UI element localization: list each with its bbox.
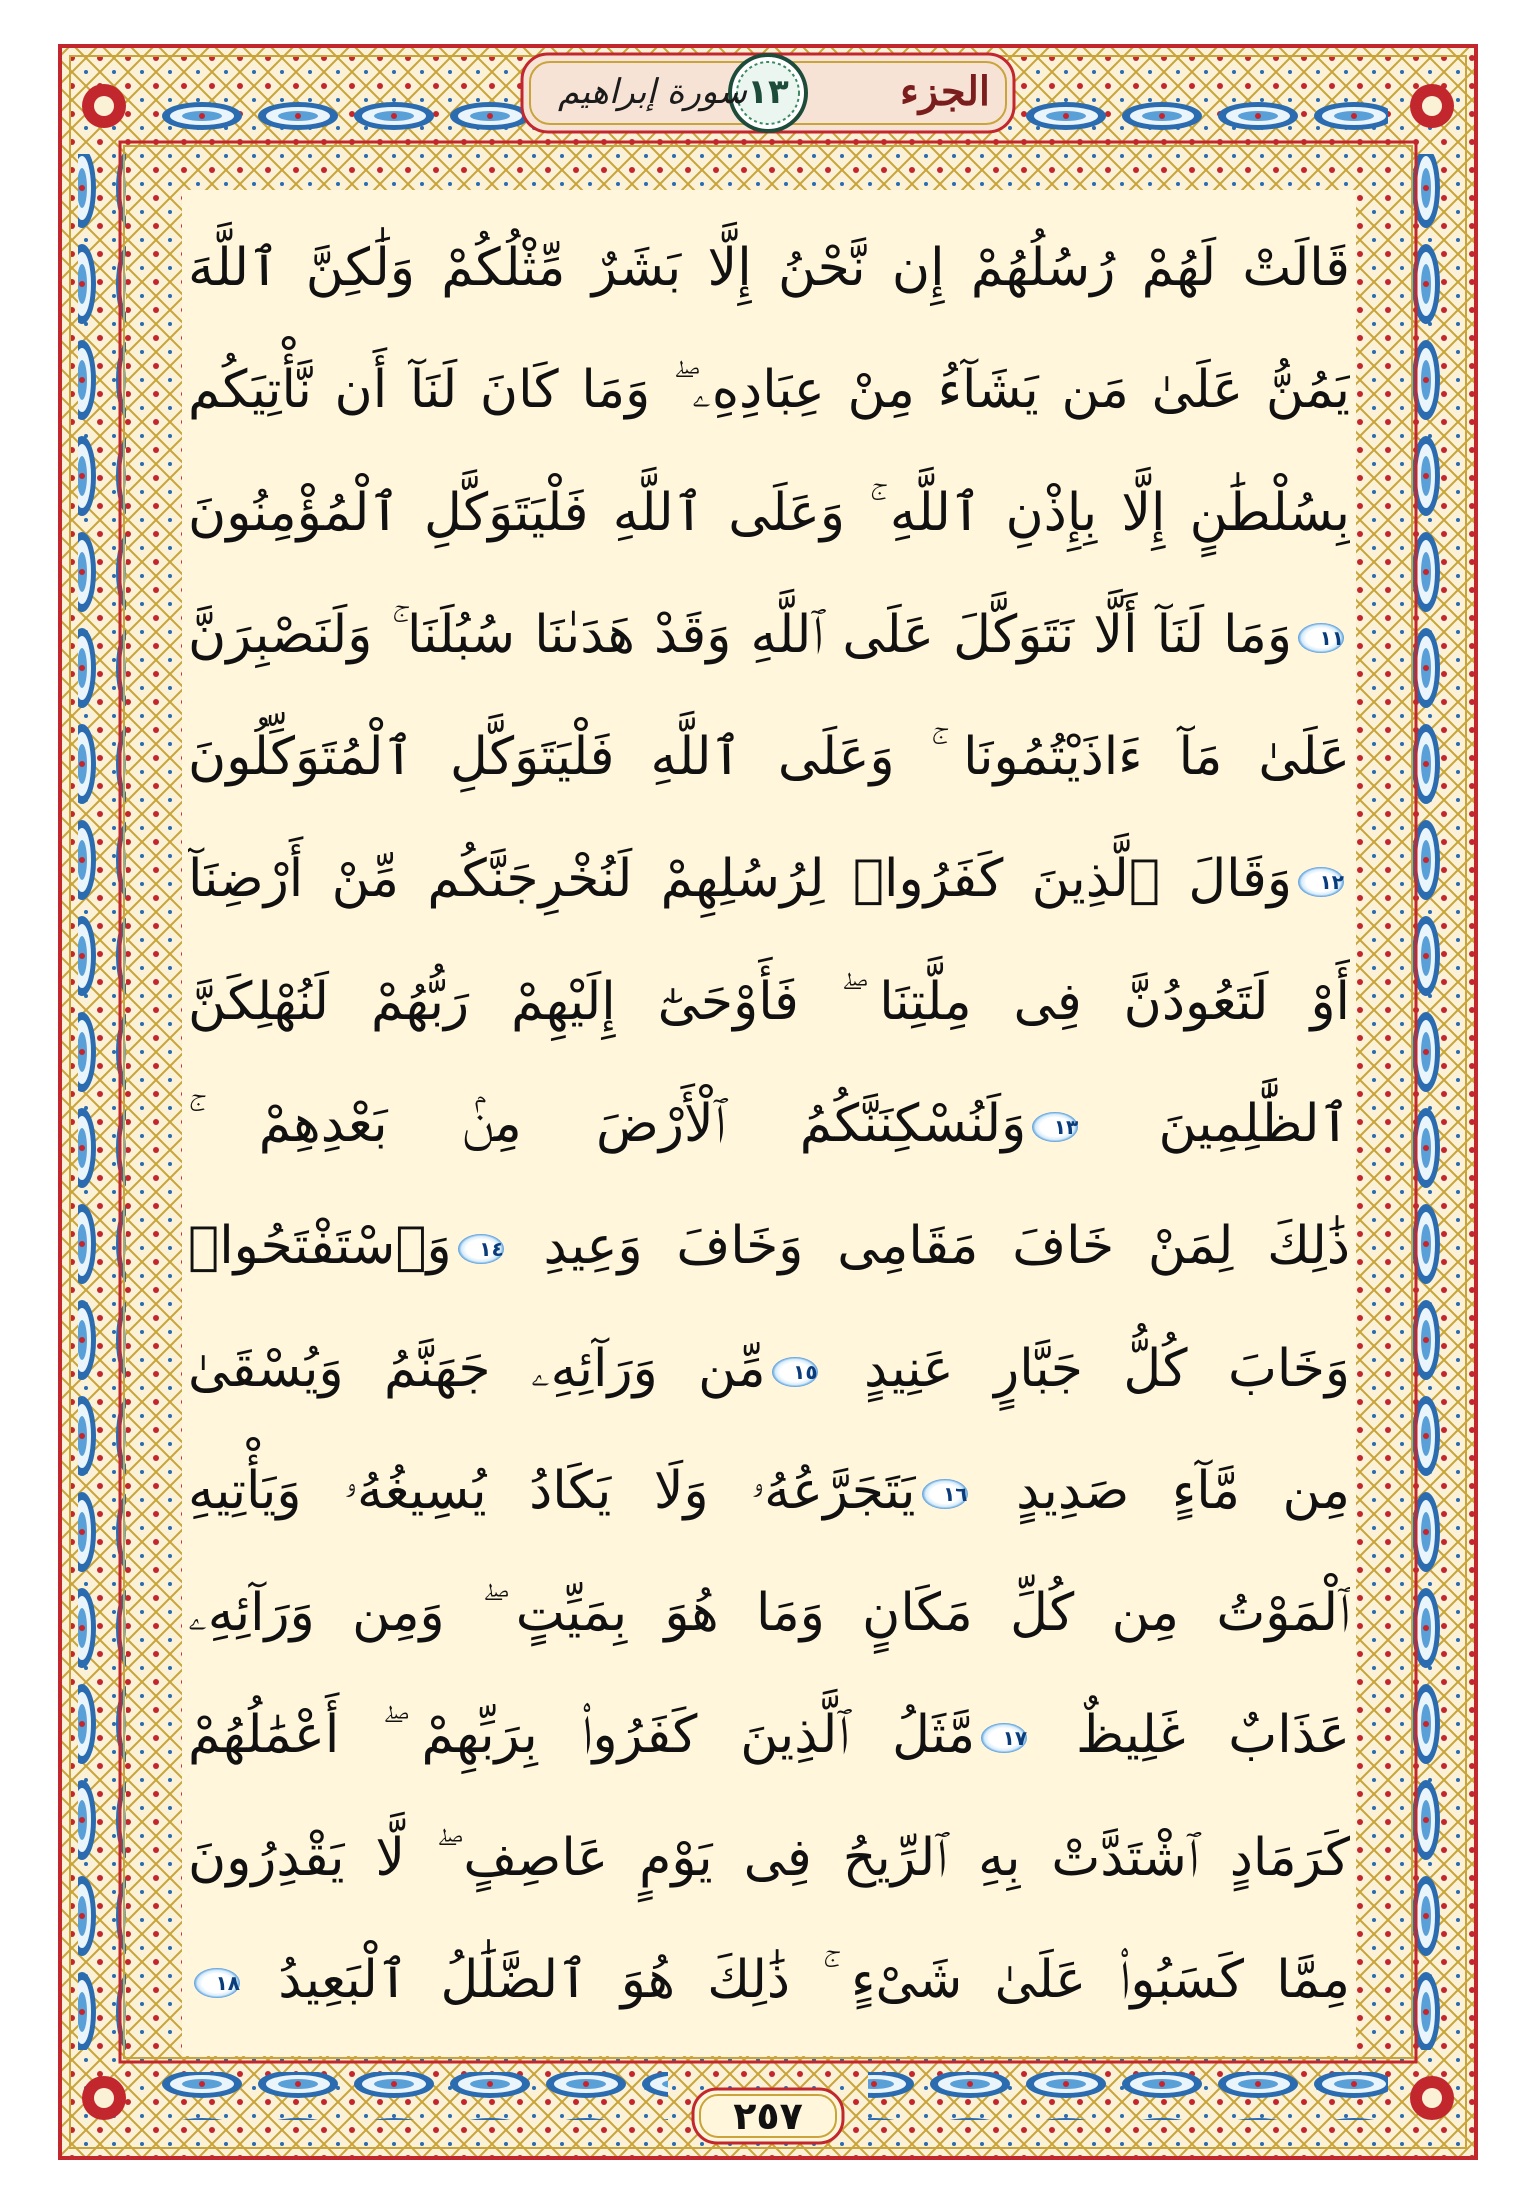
verse-line [188,944,1350,1060]
ayah-number-marker: ١٣ [1032,1112,1078,1142]
verse-text: عَلَىٰ مَآ ءَاذَيْتُمُونَا ۚ وَعَلَى ٱللَّهِ فَلْيَتَوَكَّلِ ٱلْمُتَوَكِّلُونَ [188,727,1350,788]
verse-text: مَّثَلُ ٱلَّذِينَ كَفَرُوا۟ بِرَبِّهِمْ ۖ أَعْمَٰلُهُمْ [188,1705,976,1766]
ayah-number-marker: ١٢ [1298,867,1344,897]
verse-text: ذَٰلِكَ لِمَنْ خَافَ مَقَامِى وَخَافَ وَعِيدِ [543,1216,1350,1277]
verse-line [188,1677,1350,1793]
ayah-number-marker: ١١ [1298,623,1344,653]
verse-text: مِمَّا كَسَبُوا۟ عَلَىٰ شَىْءٍ ۚ ذَٰلِكَ هُوَ ٱلضَّلَٰلُ ٱلْبَعِيدُ [278,1949,1350,2010]
verse-text: مِّن وَرَآئِهِۦ جَهَنَّمُ وَيُسْقَىٰ [188,1338,766,1399]
verse-text: مِن مَّآءٍ صَدِيدٍ [1016,1460,1350,1521]
page-number-box [690,2086,846,2146]
ayah-number-marker: ١٥ [772,1357,818,1387]
juz-label: الجزء [900,68,990,115]
verse-text: بِسُلْطَٰنٍ إِلَّا بِإِذْنِ ٱللَّهِ ۚ وَعَلَى ٱللَّهِ فَلْيَتَوَكَّلِ ٱلْمُؤْمِنُونَ [188,482,1350,543]
verse-text: كَرَمَادٍ ٱشْتَدَّتْ بِهِ ٱلرِّيحُ فِى يَوْمٍ عَاصِفٍ ۖ لَّا يَقْدِرُونَ [188,1827,1350,1888]
verse-lines [182,190,1356,2056]
verse-line [188,699,1350,815]
verse-line [188,332,1350,448]
text-area [182,190,1356,2056]
verse-line [188,1188,1350,1304]
ayah-number-marker: ١٤ [458,1234,504,1264]
verse-text: وَمَا لَنَآ أَلَّا نَتَوَكَّلَ عَلَى ٱللَّهِ وَقَدْ هَدَىٰنَا سُبُلَنَا ۚ وَلَنَصْبِرَنَّ [188,604,1292,665]
verse-line [188,1800,1350,1916]
verse-text: قَالَتْ لَهُمْ رُسُلُهُمْ إِن نَّحْنُ إِلَّا بَشَرٌ مِّثْلُكُمْ وَلَٰكِنَّ ٱللَّهَ [188,238,1350,298]
verse-line [188,210,1350,326]
verse-text: وَٱسْتَفْتَحُوا۟ [188,1216,452,1277]
verse-text: ٱلْمَوْتُ مِن كُلِّ مَكَانٍ وَمَا هُوَ بِمَيِّتٍ ۖ وَمِن وَرَآئِهِۦ [188,1583,1350,1644]
page-number: ٢٥٧ [733,2094,803,2138]
verse-line [188,1555,1350,1671]
quran-page [58,44,1478,2160]
verse-text: عَذَابٌ غَلِيظٌ [1075,1705,1350,1766]
juz-number: ١٣ [747,72,789,112]
verse-text: يَتَجَرَّعُهُۥ وَلَا يَكَادُ يُسِيغُهُۥ وَيَأْتِيهِ [188,1460,916,1521]
verse-line [188,1922,1350,2038]
ayah-number-marker: ١٦ [922,1479,968,1509]
header-cartouche [518,48,1018,138]
verse-text: وَلَنُسْكِنَنَّكُمُ ٱلْأَرْضَ مِنۢ بَعْدِهِمْ ۚ [188,1093,1027,1154]
verse-line [188,1433,1350,1549]
verse-line [188,1066,1350,1182]
verse-text: يَمُنُّ عَلَىٰ مَن يَشَآءُ مِنْ عِبَادِهِۦ ۖ وَمَا كَانَ لَنَآ أَن نَّأْتِيَكُم [188,360,1350,421]
verse-text: وَقَالَ ٱلَّذِينَ كَفَرُوا۟ لِرُسُلِهِمْ لَنُخْرِجَنَّكُم مِّنْ أَرْضِنَآ [188,849,1292,910]
verse-line [188,455,1350,571]
verse-line [188,577,1350,693]
ayah-number-marker: ١٨ [194,1968,240,1998]
verse-text: أَوْ لَتَعُودُنَّ فِى مِلَّتِنَا ۖ فَأَوْحَىٰٓ إِلَيْهِمْ رَبُّهُمْ لَنُهْلِكَنَّ [188,971,1350,1032]
verse-text: ٱلظَّٰلِمِينَ [1158,1093,1350,1154]
ayah-number-marker: ١٧ [981,1723,1027,1753]
verse-line [188,1311,1350,1427]
surah-name: سورة إبراهيم [558,72,748,112]
verse-line [188,821,1350,937]
verse-text: وَخَابَ كُلُّ جَبَّارٍ عَنِيدٍ [864,1338,1350,1399]
